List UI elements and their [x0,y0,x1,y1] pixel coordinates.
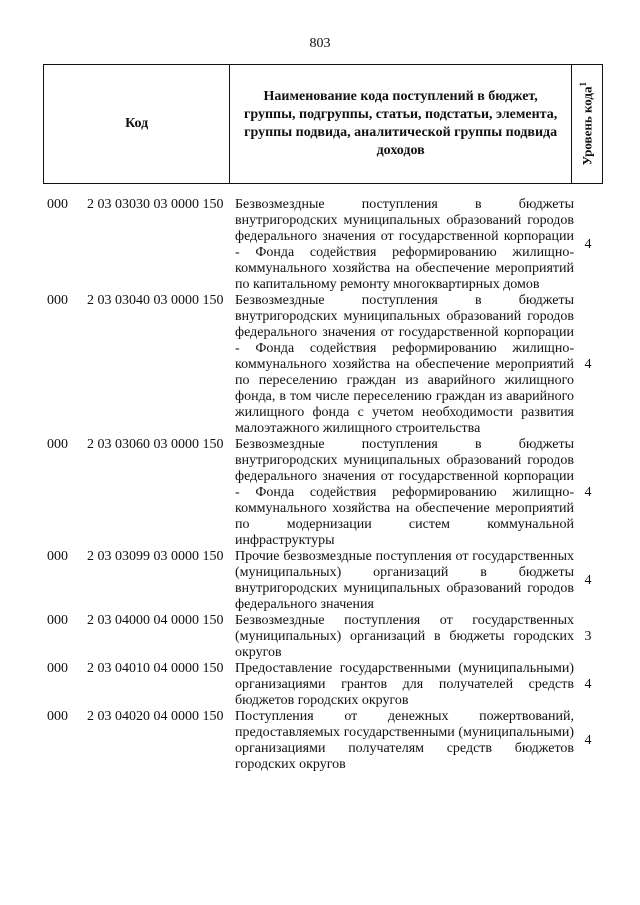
row-code: 2 03 03040 03 0000 150 [87,293,224,308]
row-code: 2 03 04010 04 0000 150 [87,661,224,676]
header-level [572,65,602,183]
row-admin-code: 000 [47,549,68,564]
table-row [43,197,603,293]
table-body [43,197,603,773]
row-admin-code: 000 [47,197,68,212]
row-name: Предоставление государственными (муниципальными) организациями грантов для получателей средств бюджетов городских округов [235,661,574,708]
row-name: Безвозмездные поступления в бюджеты внутригородских муниципальных образований городов федерального значения от государственной корпорации - Фонда содействия реформированию жилищно-коммунального хозяйства на обеспечение мероприятий по переселению граждан из аварийного жилищного фонда, в том числе переселению граждан из аварийного жилищного фонда с учетом необходимости развития малоэтажного жилищного строительства [235,293,574,436]
row-code: 2 03 03030 03 0000 150 [87,197,224,212]
table-row [43,661,603,709]
row-name: Безвозмездные поступления в бюджеты внутригородских муниципальных образований городов федерального значения от государственной корпорации - Фонда содействия реформированию жилищно-коммунального хозяйства на обеспечение мероприятий по капитальному ремонту многоквартирных домов [235,197,574,292]
header-code: Код [44,65,230,183]
header-level-text: Уровень кода [579,86,595,166]
header-level-label [578,82,595,165]
table-row [43,709,603,773]
header-level-footnote: 1 [578,82,589,87]
row-admin-code: 000 [47,293,68,308]
row-name: Прочие безвозмездные поступления от государственных (муниципальных) организаций в бюджеты внутригородских муниципальных образований городов федерального значения [235,549,574,612]
header-name: Наименование кода поступлений в бюджет, группы, подгруппы, статьи, подстатьи, элемента, группы подвида, аналитической группы подвида доходов [230,65,572,183]
table-row [43,437,603,549]
row-name: Безвозмездные поступления от государственных (муниципальных) организаций в бюджеты городских округов [235,613,574,660]
row-name: Безвозмездные поступления в бюджеты внутригородских муниципальных образований городов федерального значения от государственной корпорации - Фонда содействия реформированию жилищно-коммунального хозяйства на обеспечение мероприятий по модернизации систем коммунальной инфраструктуры [235,437,574,548]
row-code: 2 03 03099 03 0000 150 [87,549,224,564]
row-level: 4 [584,733,592,748]
table-row [43,549,603,613]
row-admin-code: 000 [47,437,68,452]
row-level: 4 [584,573,592,588]
row-code: 2 03 03060 03 0000 150 [87,437,224,452]
row-admin-code: 000 [47,613,68,628]
row-level: 4 [584,677,592,692]
row-level: 4 [584,485,592,500]
row-level: 3 [584,629,592,644]
row-name: Поступления от денежных пожертвований, предоставляемых государственными (муниципальными) организациями получателям средств бюджетов городских округов [235,709,574,772]
row-admin-code: 000 [47,661,68,676]
row-level: 4 [584,237,592,252]
row-code: 2 03 04020 04 0000 150 [87,709,224,724]
row-level: 4 [584,357,592,372]
table-row [43,613,603,661]
page-number: 803 [309,36,331,51]
row-admin-code: 000 [47,709,68,724]
table-row [43,293,603,437]
row-code: 2 03 04000 04 0000 150 [87,613,224,628]
table-header [43,64,603,184]
